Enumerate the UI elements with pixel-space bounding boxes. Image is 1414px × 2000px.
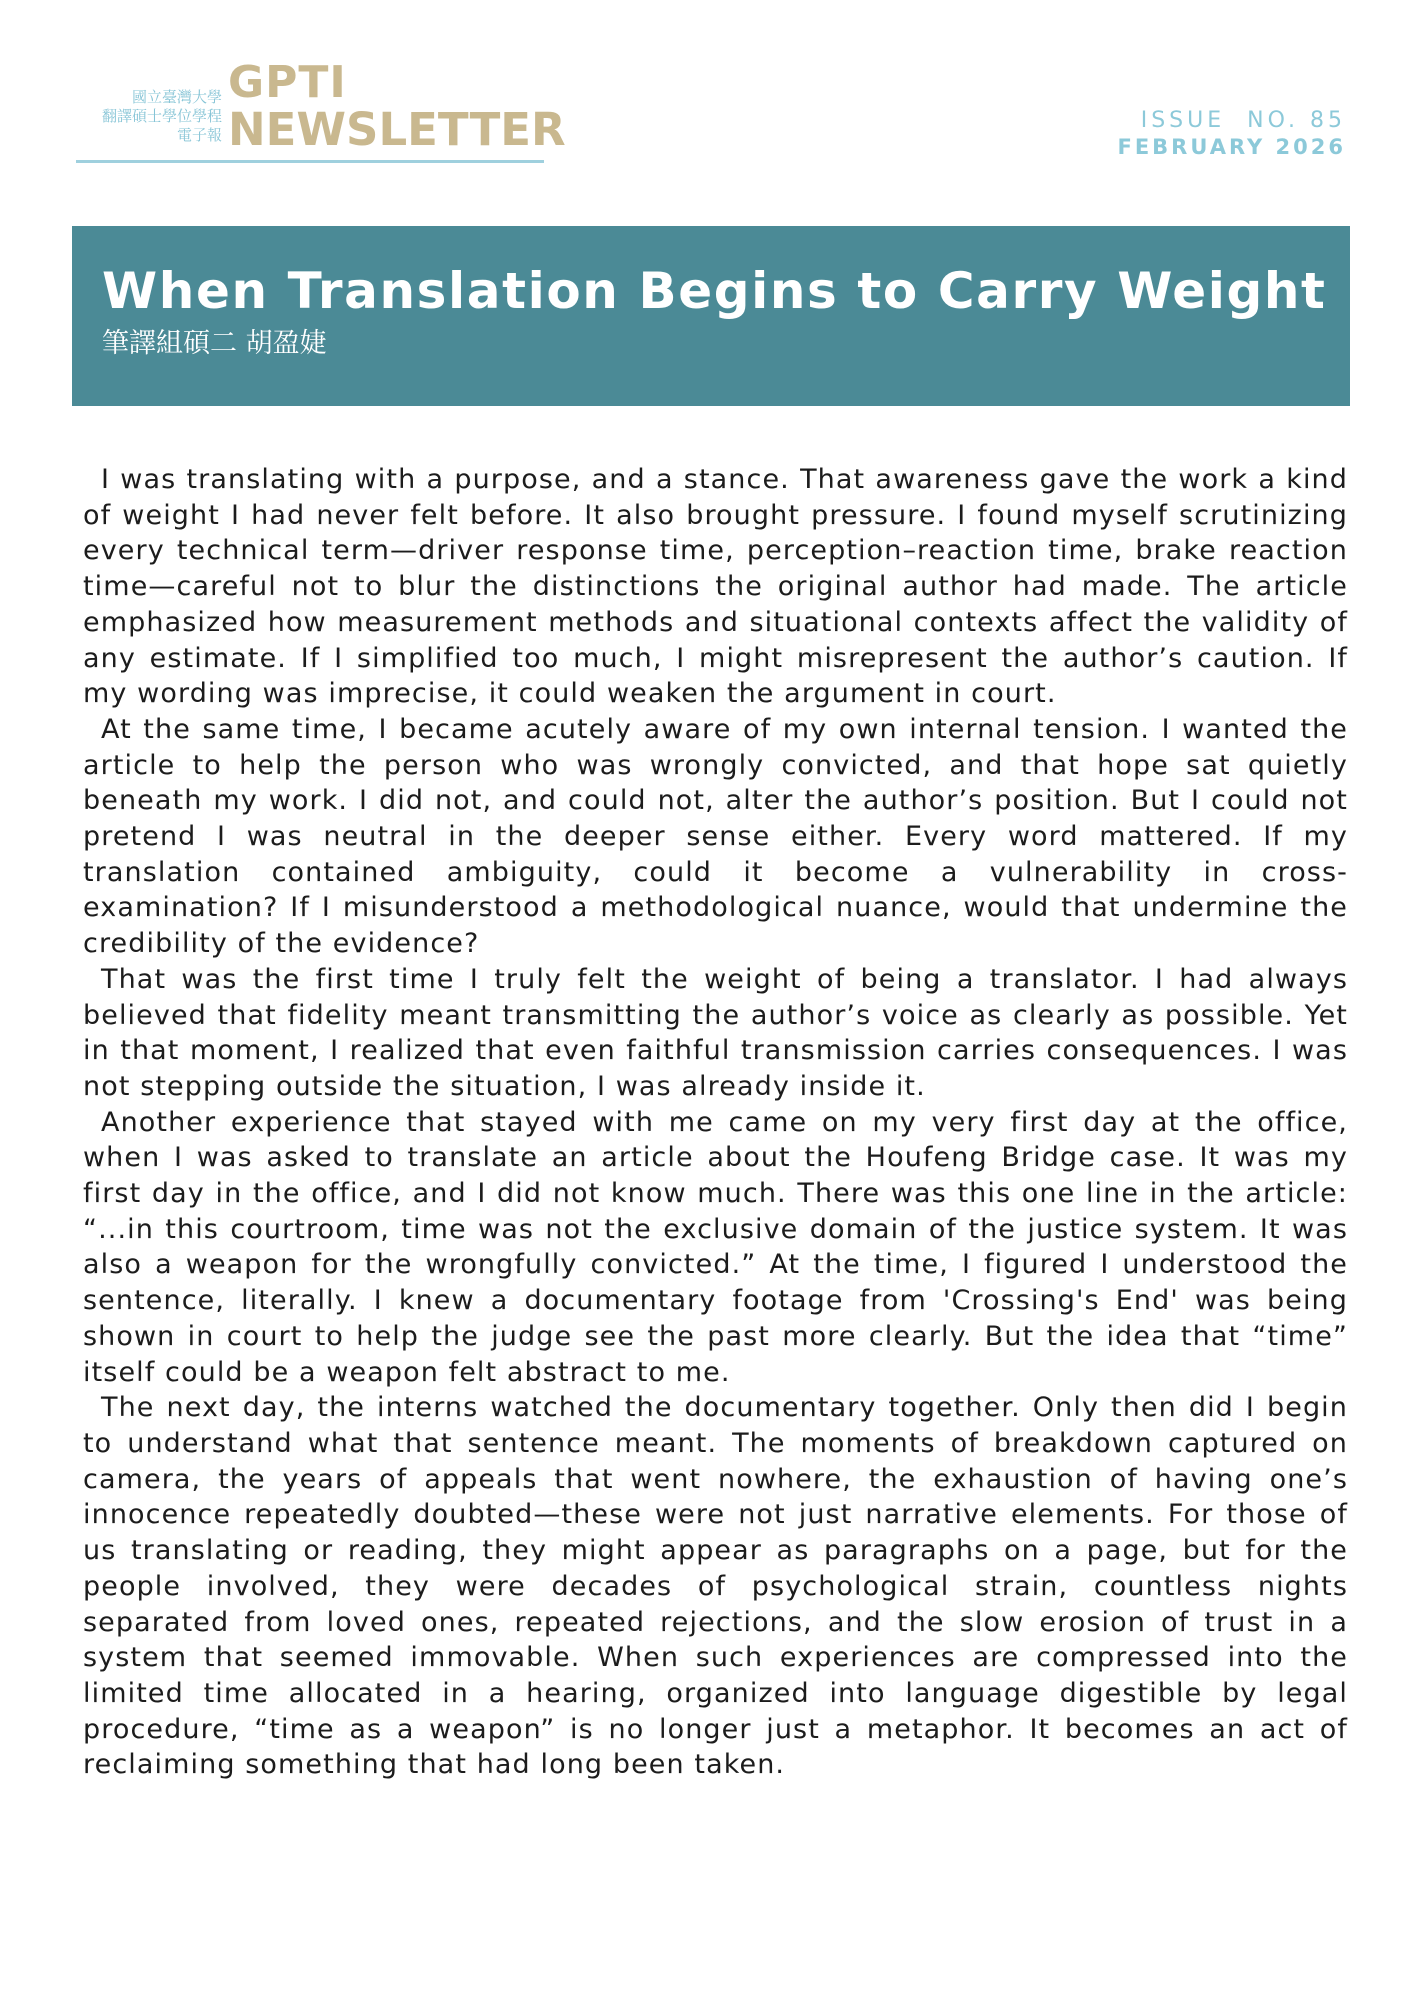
issue-date: FEBRUARY 2026 [1117,135,1346,159]
paragraph: The next day, the interns watched the documentary together. Only then did I begin to understand what that sentence meant. The moments of breakdown captured on camera, the years of appeals that went nowhere, the exhaustion of having one’s innocence repeatedly doubted—these were not just narrative elements. For those of us translating or reading, they might appear as paragraphs on a page, but for the people involved, they were decades of psychological strain, countless nights separated from loved ones, repeated rejections, and the slow erosion of trust in a system that seemed immovable. When such experiences are compressed into the limited time allocated in a hearing, organized into language digestible by legal procedure, “time as a weapon” is no longer just a metaphor. It becomes an act of reclaiming something that had long been taken. [83,1392,1348,1781]
article-title-banner [72,226,1350,406]
org-line-university: 國立臺灣大學 [131,88,222,106]
issue-info [1117,108,1346,160]
issue-number: ISSUE NO. 85 [1140,108,1346,133]
logo-newsletter: NEWSLETTER [228,103,566,156]
article-body [83,462,1348,1783]
paragraph: I was translating with a purpose, and a stance. That awareness gave the work a kind of weight I had never felt before. It also brought pressure. I found myself scrutinizing every technical term—driver response time, perception–reaction time, brake reaction time—careful not to blur the distinctions the original author had made. The article emphasized how measurement methods and situational contexts affect the validity of any estimate. If I simplified too much, I might misrepresent the author’s caution. If my wording was imprecise, it could weaken the argument in court. [83,464,1348,710]
org-line-program: 翻譯碩士學位學程 [101,107,222,125]
article-byline: 筆譯組碩二 胡盈婕 [102,328,327,359]
paragraph: Another experience that stayed with me came on my very first day at the office, when I was asked to translate an article about the Houfeng Bridge case. It was my first day in the office, and I did not know much. There was this one line in the article: “...in this courtroom, time was not the exclusive domain of the justice system. It was also a weapon for the wrongfully convicted.” At the time, I figured I understood the sentence, literally. I knew a documentary footage from 'Crossing's End' was being shown in court to help the judge see the past more clearly. But the idea that “time” itself could be a weapon felt abstract to me. [83,1106,1348,1388]
org-line-newsletter: 電子報 [176,126,222,144]
newsletter-logo [228,57,566,156]
paragraph: That was the first time I truly felt the weight of being a translator. I had always believed that fidelity meant transmitting the author’s voice as clearly as possible. Yet in that moment, I realized that even faithful transmission carries consequences. I was not stepping outside the situation, I was already inside it. [83,963,1348,1102]
article-title: When Translation Begins to Carry Weight [102,262,1327,320]
masthead-divider [76,160,544,163]
logo-gpti: GPTI [228,57,347,108]
organization-name [76,88,222,145]
paragraph: At the same time, I became acutely aware of my own internal tension. I wanted the article to help the person who was wrongly convicted, and that hope sat quietly beneath my work. I did not, and could not, alter the author’s position. But I could not pretend I was neutral in the deeper sense either. Every word mattered. If my translation contained ambiguity, could it become a vulnerability in cross-examination? If I misunderstood a methodological nuance, would that undermine the credibility of the evidence? [83,713,1348,960]
newsletter-masthead [76,57,566,168]
